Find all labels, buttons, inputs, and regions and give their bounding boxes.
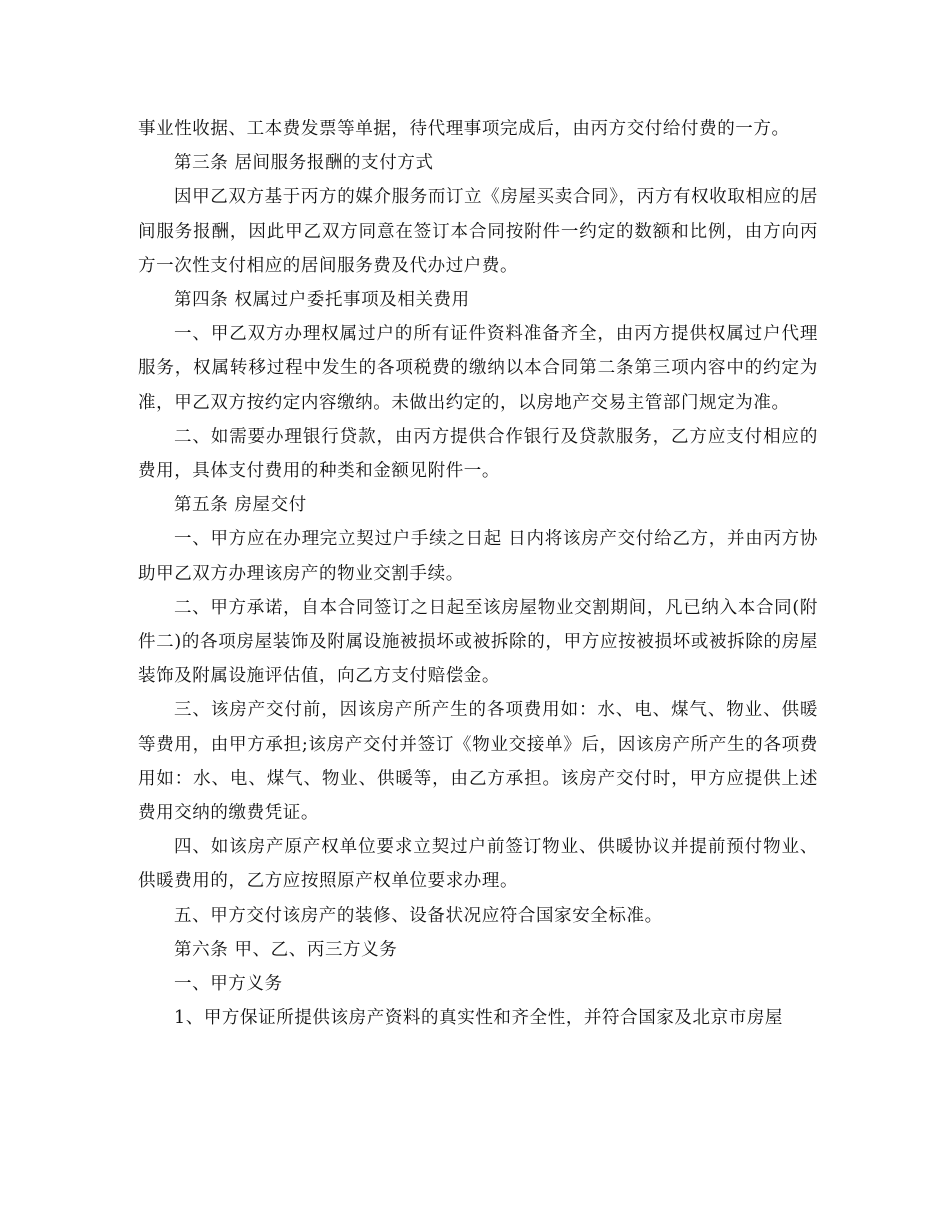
article-5-clause-5: 五、甲方交付该房产的装修、设备状况应符合国家安全标准。 (174, 905, 663, 926)
article-4-clause-2: 二、如需要办理银行贷款，由丙方提供合作银行及贷款服务，乙方应支付相应的费用，具体支付费用的种类和金额见附件一。 (138, 426, 818, 482)
article-5-heading: 第五条 房屋交付 (174, 495, 307, 516)
article-4-heading: 第四条 权属过户委托事项及相关费用 (174, 290, 470, 311)
article-3-paragraph: 因甲乙双方基于丙方的媒介服务而订立《房屋买卖合同》，丙方有权收取相应的居间服务报酬，因此甲乙双方同意在签订本合同按附件一约定的数额和比例，由方向丙方一次性支付相应的居间服务费及代办过户费。 (138, 187, 818, 276)
article-4-clause-1: 一、甲乙双方办理权属过户的所有证件资料准备齐全，由丙方提供权属过户代理服务，权属转移过程中发生的各项税费的缴纳以本合同第二条第三项内容中的约定为准，甲乙双方按约定内容缴纳。未做出约定的，以房地产交易主管部门规定为准。 (138, 324, 818, 413)
paragraph-receipts: 事业性收据、工本费发票等单据，待代理事项完成后，由丙方交付给付费的一方。 (138, 119, 790, 139)
article-6-section-1-heading: 一、甲方义务 (174, 974, 283, 995)
article-5-clause-2: 二、甲方承诺，自本合同签订之日起至该房屋物业交割期间，凡已纳入本合同(附件二)的各项房屋装饰及附属设施被损坏或被拆除的，甲方应按被损坏或被拆除的房屋装饰及附属设施评估值，向乙方支付赔偿金。 (138, 597, 818, 687)
article-3-heading: 第三条 居间服务报酬的支付方式 (174, 153, 434, 174)
article-6-heading: 第六条 甲、乙、丙三方义务 (174, 939, 398, 960)
article-6-section-1-item-1: 1、甲方保证所提供该房产资料的真实性和齐全性，并符合国家及北京市房屋 (174, 1008, 784, 1029)
article-5-clause-3: 三、该房产交付前，因该房产所产生的各项费用如：水、电、煤气、物业、供暖等费用，由甲方承担;该房产交付并签订《物业交接单》后，因该房产所产生的各项费用如：水、电、煤气、物业、供暖等，由乙方承担。该房产交付时，甲方应提供上述费用交纳的缴费凭证。 (138, 700, 818, 824)
article-5-clause-1: 一、甲方应在办理完立契过户手续之日起 日内将该房产交付给乙方，并由丙方协助甲乙双方办理该房产的物业交割手续。 (138, 529, 818, 584)
document-body (138, 112, 818, 1035)
article-5-clause-4: 四、如该房产原产权单位要求立契过户前签订物业、供暖协议并提前预付物业、供暖费用的，乙方应按照原产权单位要求办理。 (138, 837, 818, 892)
